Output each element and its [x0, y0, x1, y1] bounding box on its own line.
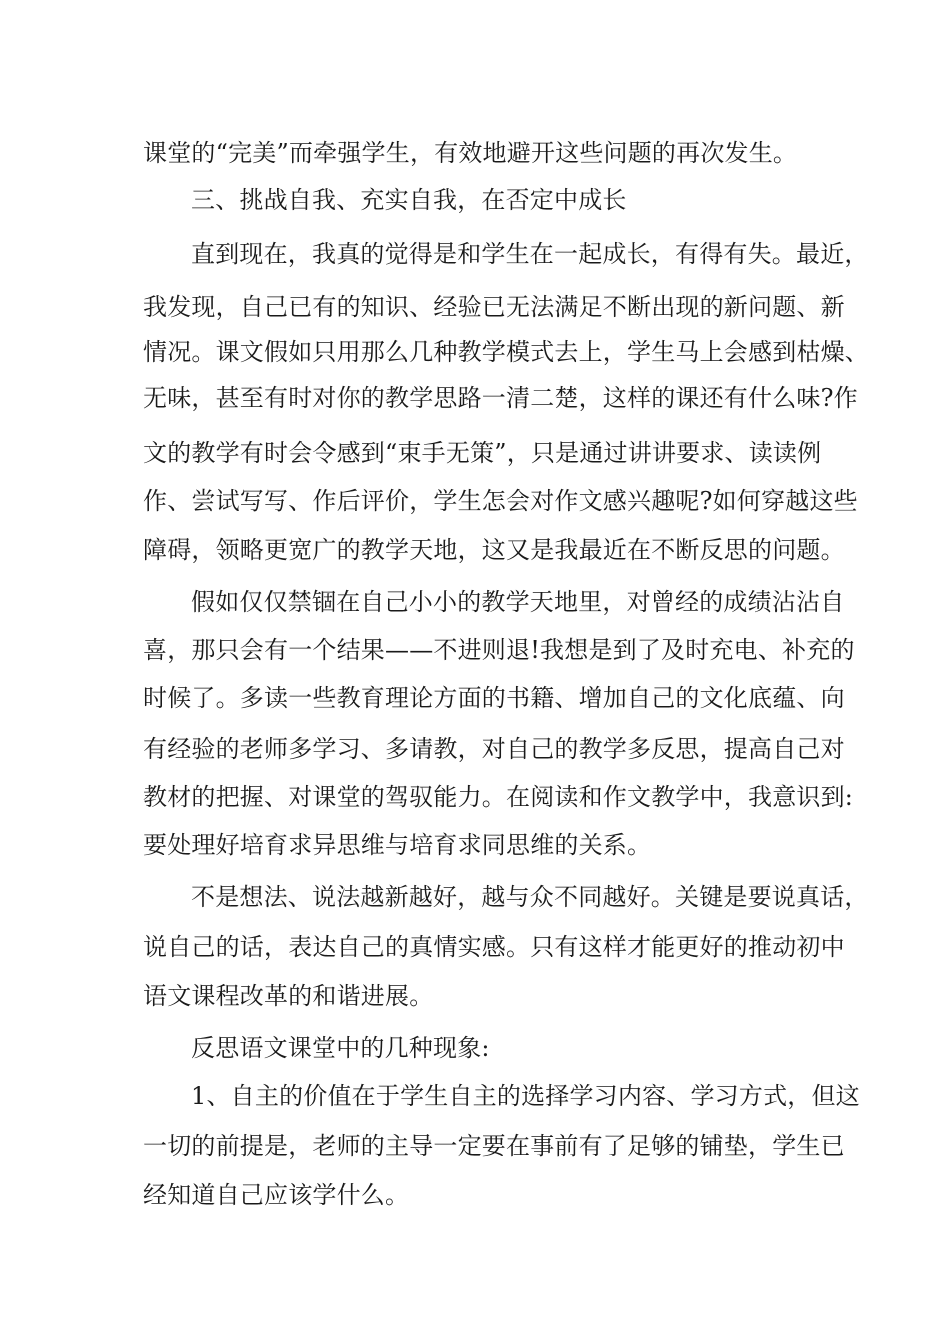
paragraph-line: 作、尝试写写、作后评价，学生怎会对作文感兴趣呢?如何穿越这些 — [143, 487, 858, 515]
paragraph-line: 课堂的“完美”而牵强学生，有效地避开这些问题的再次发生。 — [143, 139, 798, 167]
paragraph-line: 有经验的老师多学习、多请教，对自己的教学多反思，提高自己对 — [143, 735, 845, 763]
paragraph-line: 不是想法、说法越新越好，越与众不同越好。关键是要说真话， — [191, 883, 869, 911]
paragraph-line: 说自己的话，表达自己的真情实感。只有这样才能更好的推动初中 — [143, 933, 845, 961]
paragraph-line: 直到现在，我真的觉得是和学生在一起成长，有得有失。最近， — [191, 240, 869, 268]
section-heading: 三、挑战自我、充实自我，在否定中成长 — [191, 186, 627, 214]
paragraph-line: 障碍，领略更宽广的教学天地，这又是我最近在不断反思的问题。 — [143, 536, 845, 564]
paragraph-line: 反思语文课堂中的几种现象: — [191, 1034, 490, 1062]
paragraph-line: 假如仅仅禁锢在自己小小的教学天地里，对曾经的成绩沾沾自 — [191, 588, 845, 616]
paragraph-line: 无味，甚至有时对你的教学思路一清二楚，这样的课还有什么味?作 — [143, 384, 858, 412]
paragraph-line: 喜，那只会有一个结果——不进则退!我想是到了及时充电、补充的 — [143, 636, 855, 664]
paragraph-line: 时候了。多读一些教育理论方面的书籍、增加自己的文化底蕴、向 — [143, 684, 845, 712]
paragraph-line: 一切的前提是，老师的主导一定要在事前有了足够的铺垫，学生已 — [143, 1132, 845, 1160]
paragraph-line: 情况。课文假如只用那么几种教学模式去上，学生马上会感到枯燥、 — [143, 338, 869, 366]
paragraph-line: 经知道自己应该学什么。 — [143, 1181, 410, 1209]
paragraph-line: 教材的把握、对课堂的驾驭能力。在阅读和作文教学中，我意识到: — [143, 783, 854, 811]
paragraph-line: 要处理好培育求异思维与培育求同思维的关系。 — [143, 831, 652, 859]
paragraph-line: 语文课程改革的和谐进展。 — [143, 982, 434, 1010]
paragraph-line: 我发现，自己已有的知识、经验已无法满足不断出现的新问题、新 — [143, 293, 845, 321]
paragraph-line: 文的教学有时会令感到“束手无策”，只是通过讲讲要求、读读例 — [143, 439, 822, 467]
paragraph-line: 1、自主的价值在于学生自主的选择学习内容、学习方式，但这 — [191, 1082, 860, 1110]
